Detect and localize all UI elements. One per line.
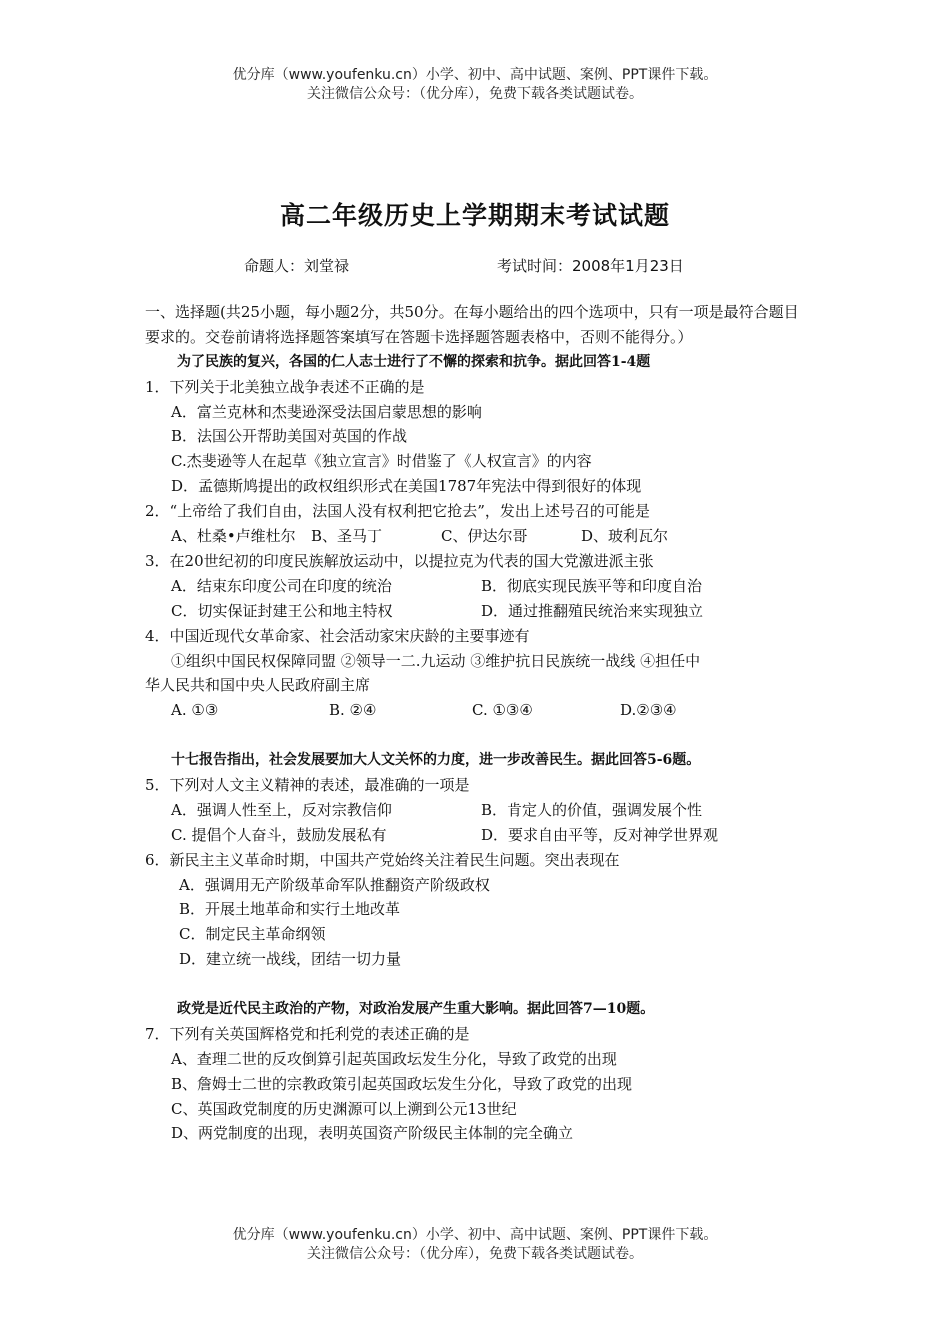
question-4-items-line-2: 华人民共和国中央人民政府副主席	[145, 676, 371, 695]
question-3-option-d: D．通过推翻殖民统治来实现独立	[481, 601, 704, 620]
question-2-option-a: A、杜桑•卢维杜尔	[171, 527, 296, 546]
question-4-stem: 4．中国近现代女革命家、社会活动家宋庆龄的主要事迹有	[145, 626, 530, 645]
question-4-option-d: D.②③④	[620, 701, 677, 720]
group-3-lead: 政党是近代民主政治的产物，对政治发展产生重大影响。据此回答7—10题。	[177, 1000, 655, 1017]
question-6-option-b: B．开展土地革命和实行土地改革	[179, 900, 401, 919]
question-5-stem: 5．下列对人文主义精神的表述，最准确的一项是	[145, 775, 470, 794]
question-6-stem: 6．新民主主义革命时期，中国共产党始终关注着民生问题。突出表现在	[145, 850, 620, 869]
question-7-option-a: A、查理二世的反攻倒算引起英国政坛发生分化，导致了政党的出现	[171, 1049, 617, 1068]
question-1-stem: 1．下列关于北美独立战争表述不正确的是	[145, 377, 425, 396]
question-1-option-b: B．法国公开帮助美国对英国的作战	[171, 427, 408, 446]
footer-line-2: 关注微信公众号：（优分库），免费下载各类试题试卷。	[307, 1246, 643, 1262]
question-3-option-c: C．切实保证封建王公和地主特权	[171, 601, 393, 620]
question-6-option-c: C．制定民主革命纲领	[179, 925, 326, 944]
question-3-option-b: B．彻底实现民族平等和印度自治	[481, 576, 703, 595]
question-4-option-c: C. ①③④	[472, 701, 533, 720]
header-line-2: 关注微信公众号：（优分库），免费下载各类试题试卷。	[307, 86, 643, 102]
question-7-option-c: C、英国政党制度的历史渊源可以上溯到公元13世纪	[171, 1099, 517, 1118]
question-2-stem: 2．“上帝给了我们自由，法国人没有权利把它抢去”，发出上述号召的可能是	[145, 502, 650, 521]
question-7-option-b: B、詹姆士二世的宗教政策引起英国政坛发生分化，导致了政党的出现	[171, 1074, 633, 1093]
question-4-option-a: A. ①③	[171, 701, 219, 720]
question-5-option-b: B．肯定人的价值，强调发展个性	[481, 800, 703, 819]
question-6-option-d: D．建立统一战线，团结一切力量	[179, 950, 402, 969]
question-7-stem: 7．下列有关英国辉格党和托利党的表述正确的是	[145, 1024, 470, 1043]
question-3-options-row-1	[145, 574, 809, 599]
question-7-option-d: D、两党制度的出现，表明英国资产阶级民主体制的完全确立	[171, 1124, 574, 1143]
question-3-option-a: A．结束东印度公司在印度的统治	[171, 576, 392, 595]
question-5-options-row-2	[145, 823, 809, 848]
spacer	[145, 723, 809, 748]
question-5-option-a: A．强调人性至上，反对宗教信仰	[171, 800, 392, 819]
group-2-lead: 十七报告指出，社会发展要加大人文关怀的力度，进一步改善民生。据此回答5-6题。	[171, 752, 701, 769]
page-footer	[0, 1226, 950, 1264]
question-1-option-d: D．孟德斯鸠提出的政权组织形式在美国1787年宪法中得到很好的体现	[171, 477, 642, 496]
question-3-options-row-2	[145, 599, 809, 624]
author: 命题人：刘堂禄	[244, 257, 350, 275]
question-1-option-c: C.杰斐逊等人在起草《独立宣言》时借鉴了《人权宣言》的内容	[171, 452, 592, 471]
question-1-option-a: A．富兰克林和杰斐逊深受法国启蒙思想的影响	[171, 402, 482, 421]
question-2-options	[145, 524, 809, 549]
question-4-option-b: B. ②④	[329, 701, 377, 720]
question-5-option-c: C. 提倡个人奋斗，鼓励发展私有	[171, 825, 387, 844]
question-4-options	[145, 698, 809, 723]
question-2-option-d: D、玻利瓦尔	[581, 527, 669, 546]
group-1-lead: 为了民族的复兴，各国的仁人志士进行了不懈的探索和抗争。据此回答1-4题	[177, 353, 651, 370]
question-4-items-line-1: ①组织中国民权保障同盟 ②领导一二.九运动 ③维护抗日民族统一战线 ④担任中	[171, 651, 701, 670]
exam-body	[145, 300, 809, 1146]
question-5-option-d: D．要求自由平等，反对神学世界观	[481, 825, 719, 844]
spacer	[145, 972, 809, 997]
question-2-option-c: C、伊达尔哥	[441, 527, 528, 546]
question-6-option-a: A．强调用无产阶级革命军队推翻资产阶级政权	[179, 875, 490, 894]
question-2-option-b: B、圣马丁	[311, 527, 383, 546]
question-5-options-row-1	[145, 798, 809, 823]
footer-line-1: 优分库（www.youfenku.cn）小学、初中、高中试题、案例、PPT课件下载。	[232, 1227, 718, 1243]
section-instruction: 一、选择题(共25小题，每小题2分，共50分。在每小题给出的四个选项中，只有一项是最符合题目要求的。交卷前请将选择题答案填写在答题卡选择题答题表格中，否则不能得分。）	[145, 303, 799, 346]
header-line-1: 优分库（www.youfenku.cn）小学、初中、高中试题、案例、PPT课件下载。	[232, 67, 718, 83]
exam-time: 考试时间：2008年1月23日	[497, 257, 684, 275]
page-header	[0, 66, 950, 104]
page-title: 高二年级历史上学期期末考试试题	[279, 201, 670, 230]
question-3-stem: 3．在20世纪初的印度民族解放运动中，以提拉克为代表的国大党激进派主张	[145, 551, 654, 570]
